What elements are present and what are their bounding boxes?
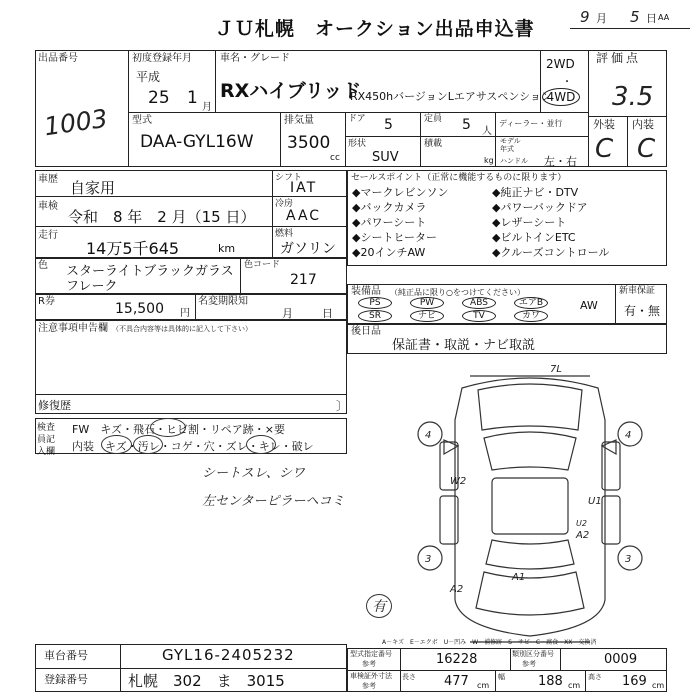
exterior-label: 外装 bbox=[593, 118, 615, 131]
body-shape-label: 形状 bbox=[348, 139, 367, 149]
score-value: 3.5 bbox=[612, 82, 654, 112]
dims-length-unit: cm bbox=[477, 681, 490, 690]
model-label: 車名・グレード bbox=[220, 53, 290, 64]
registration-year: 25 bbox=[148, 88, 170, 108]
load-label: 積載 bbox=[424, 139, 443, 149]
sales-point-item: ◆クルーズコントロール bbox=[492, 246, 610, 259]
chassis-label: 車台番号 bbox=[44, 649, 88, 662]
date-day-unit: 日 bbox=[646, 12, 657, 25]
dims-length-value: 477 bbox=[444, 674, 469, 689]
car-use-label: 車歴 bbox=[38, 174, 58, 185]
type-code-label: 型式 bbox=[132, 115, 152, 126]
model-spec-value: 16228 bbox=[436, 652, 478, 667]
car-use-value: 自家用 bbox=[70, 179, 116, 197]
handwritten-line2: 左センターピラーヘコミ bbox=[202, 494, 345, 509]
equipment-list bbox=[358, 297, 568, 322]
date-day: 5 bbox=[630, 8, 640, 26]
dims-width-label: 幅 bbox=[498, 673, 505, 681]
type-code-value: DAA-GYL16W bbox=[140, 132, 254, 152]
dims-height-unit: cm bbox=[652, 681, 665, 690]
handle-label: ハンドル bbox=[500, 157, 528, 165]
lot-number: 1003 bbox=[42, 103, 110, 142]
inspector-row2: 内装 キズ・汚レ・コゲ・穴・ズレ・キレ・破レ bbox=[72, 440, 314, 453]
model-spec-ref: 参考 bbox=[362, 660, 376, 668]
initial-circle bbox=[366, 594, 392, 618]
mark-a1: A1 bbox=[512, 572, 526, 583]
inspector-row1: FW キズ・飛石・ヒビ割・リペア跡・×要 bbox=[72, 423, 285, 436]
mark-u2: U2 bbox=[576, 519, 587, 528]
registration-month-unit: 月 bbox=[202, 102, 212, 113]
date-month-unit: 月 bbox=[596, 12, 607, 25]
dims-length-label: 長さ bbox=[402, 673, 416, 681]
load-unit: kg bbox=[484, 156, 494, 165]
capacity-unit: 人 bbox=[482, 126, 492, 137]
dealer-label: ディーラー・並行 bbox=[499, 119, 563, 128]
sales-point-item: ◆シートヒーター bbox=[352, 231, 438, 244]
ac-label: 冷房 bbox=[275, 199, 294, 209]
handwritten-initial: 有 bbox=[372, 599, 386, 615]
registration-month: 1 bbox=[187, 88, 198, 108]
circle-mark-tobiishi bbox=[150, 418, 186, 437]
mark-u1: U1 bbox=[588, 496, 602, 507]
interior-label: 内装 bbox=[632, 118, 654, 131]
equipment-item: カワ bbox=[514, 310, 548, 322]
displacement-value: 3500 bbox=[287, 133, 331, 153]
doors-value: 5 bbox=[384, 117, 393, 133]
car-rear-window bbox=[486, 540, 574, 569]
repair-bracket-end: 〕 bbox=[336, 399, 349, 413]
diagram-legend: A－キズ E－エクボ U－凹み W－補修跡 S－サビ C－腐食 XX－交換済 bbox=[382, 639, 597, 646]
mileage-value: 14万5千645 bbox=[86, 239, 180, 258]
circle-mark-yogore bbox=[133, 435, 163, 454]
sales-point-item: ◆パワーバックドア bbox=[492, 201, 588, 214]
dims-width-value: 188 bbox=[538, 674, 563, 689]
date-month: 9 bbox=[580, 8, 590, 26]
equipment-item: PW bbox=[410, 297, 444, 309]
color-code-label: 色コード bbox=[244, 260, 281, 270]
sales-point-item: ◆パワーシート bbox=[352, 216, 427, 229]
handwritten-line1: シートスレ、シワ bbox=[202, 466, 305, 481]
plate-label: 登録番号 bbox=[44, 673, 88, 686]
recycle-unit: 円 bbox=[180, 308, 190, 319]
repair-label: 修復歴 bbox=[38, 399, 71, 412]
sales-point-item: ◆マークレビンソン bbox=[352, 186, 449, 199]
sheet-title: ＪＵ札幌 オークション出品申込書 bbox=[215, 18, 535, 40]
color-label: 色 bbox=[38, 260, 48, 271]
date-suffix: AA bbox=[658, 13, 670, 22]
capacity-label: 定員 bbox=[424, 114, 443, 124]
lot-label: 出品番号 bbox=[38, 53, 78, 64]
registration-era: 平成 bbox=[136, 70, 161, 84]
equipment-item: SR bbox=[358, 310, 392, 322]
equipment-aw: AW bbox=[580, 299, 598, 312]
car-roof bbox=[492, 478, 568, 534]
displacement-unit: cc bbox=[330, 153, 340, 163]
car-trunk bbox=[476, 572, 584, 615]
body-shape-value: SUV bbox=[372, 150, 399, 165]
sales-point-item: ◆レザーシート bbox=[492, 216, 567, 229]
mileage-unit: km bbox=[218, 242, 236, 255]
equipment-label: 装備品 bbox=[351, 286, 381, 297]
ac-value: AAC bbox=[286, 208, 322, 224]
mark-a2-right: A2 bbox=[576, 530, 590, 541]
sales-points-title: セールスポイント（正常に機能するものに限ります） bbox=[351, 173, 567, 183]
dims-ref: 参考 bbox=[362, 682, 376, 690]
capacity-value: 5 bbox=[462, 117, 471, 133]
dims-width-unit: cm bbox=[568, 681, 581, 690]
drive-2wd: 2WD bbox=[546, 57, 575, 71]
equipment-item: TV bbox=[462, 310, 496, 322]
displacement-label: 排気量 bbox=[284, 115, 314, 126]
model-spec-label: 型式指定番号 bbox=[350, 650, 392, 658]
equipment-item: ABS bbox=[462, 297, 496, 309]
recycle-block bbox=[35, 294, 347, 320]
mark-w2: W2 bbox=[450, 476, 467, 487]
name-change-month: 月 bbox=[282, 307, 293, 320]
inspection-label: 車検 bbox=[38, 201, 58, 212]
equipment-note: （純正品に限り○をつけてください） bbox=[390, 288, 525, 297]
car-windshield bbox=[484, 432, 576, 470]
recycle-label: R券 bbox=[38, 296, 55, 307]
doors-label: ドア bbox=[348, 114, 366, 124]
mark-7l: 7L bbox=[550, 364, 562, 375]
drive-4wd-circled: 4WD bbox=[542, 88, 580, 106]
score-label: 評価点 bbox=[596, 51, 642, 65]
mark-wheel-fl: 4 bbox=[425, 430, 432, 441]
equipment-item: ナビ bbox=[410, 310, 444, 322]
circle-mark-zure bbox=[246, 435, 276, 454]
dims-height-label: 高さ bbox=[588, 673, 602, 681]
drive-dot: ・ bbox=[562, 77, 572, 88]
name-change-day: 日 bbox=[322, 307, 333, 320]
shift-value: IAT bbox=[290, 180, 318, 196]
class-spec-label: 類別区分番号 bbox=[512, 650, 554, 658]
later-docs-value: 保証書・取説・ナビ取説 bbox=[392, 338, 536, 353]
class-spec-value: 0009 bbox=[604, 652, 638, 667]
mark-wheel-fr: 4 bbox=[625, 430, 632, 441]
inspection-value: 令和 8 年 2 月（15 日） bbox=[68, 208, 256, 226]
car-outline bbox=[455, 378, 605, 636]
model-grade: RX450hバージョンLエアサスペンション bbox=[350, 90, 552, 103]
mileage-label: 走行 bbox=[38, 230, 58, 241]
sales-point-item: ◆バックカメラ bbox=[352, 201, 427, 214]
new-car-warranty-value: 有・無 bbox=[624, 304, 661, 318]
recycle-value: 15,500 bbox=[115, 301, 164, 317]
circle-mark-kizu bbox=[101, 435, 132, 454]
mark-a2-rear: A2 bbox=[450, 584, 464, 595]
fuel-value: ガソリン bbox=[280, 241, 336, 257]
handle-value: 左・右 bbox=[544, 155, 577, 168]
sales-point-item: ◆20インチAW bbox=[352, 246, 426, 259]
car-damage-diagram bbox=[400, 360, 660, 650]
chassis-value: GYL16-2405232 bbox=[162, 646, 295, 664]
dims-height-value: 169 bbox=[622, 674, 647, 689]
class-spec-ref: 参考 bbox=[522, 660, 536, 668]
mark-wheel-rr: 3 bbox=[625, 554, 632, 565]
inspector-label: 検査員記入欄 bbox=[37, 423, 56, 457]
fuel-label: 燃料 bbox=[275, 229, 294, 239]
color-value: スターライトブラックガラスフレーク bbox=[66, 264, 234, 294]
car-hood bbox=[478, 384, 582, 430]
interior-value: C bbox=[637, 134, 656, 164]
dims-label: 車検証外寸法 bbox=[350, 672, 392, 680]
color-code-value: 217 bbox=[290, 272, 317, 288]
shift-label: シフト bbox=[275, 173, 303, 183]
name-change-label: 名変期限知 bbox=[198, 296, 248, 307]
plate-value: 札幌 302 ま 3015 bbox=[128, 672, 285, 690]
registration-label: 初度登録年月 bbox=[132, 53, 192, 64]
sales-point-item: ◆ビルトインETC bbox=[492, 231, 576, 244]
notes-note: （不具合内容等は具体的に記入して下さい） bbox=[112, 325, 252, 333]
model-year-label: モデル年式 bbox=[500, 137, 521, 153]
exterior-value: C bbox=[595, 134, 614, 164]
equipment-item: PS bbox=[358, 297, 392, 309]
model-name: RXハイブリッド bbox=[220, 80, 362, 102]
notes-label: 注意事項申告欄 bbox=[38, 323, 108, 334]
sales-points-list bbox=[352, 186, 662, 259]
later-docs-label: 後日品 bbox=[351, 326, 381, 337]
mark-wheel-rl: 3 bbox=[425, 554, 432, 565]
equipment-item: エアB bbox=[514, 297, 548, 309]
sales-point-item: ◆純正ナビ・DTV bbox=[492, 186, 579, 199]
new-car-warranty-label: 新車保証 bbox=[619, 286, 656, 296]
